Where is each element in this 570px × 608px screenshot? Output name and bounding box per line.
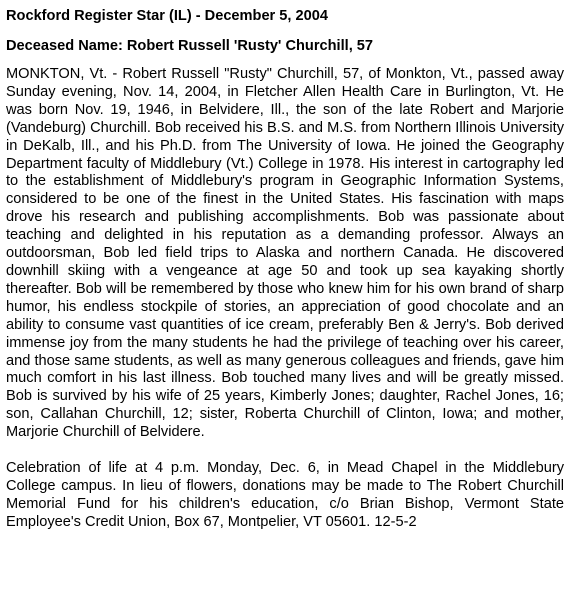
newspaper-source-heading: Rockford Register Star (IL) - December 5, 2004 [6, 8, 328, 24]
service-details-paragraph: Celebration of life at 4 p.m. Monday, Dec. 6, in Mead Chapel in the Middlebury College campus. In lieu of flowers, donations may be made to The Robert Churchill Memorial Fund for his children's education, c/o Brian Bishop, Vermont State Employee's Credit Union, Box 67, Montpelier, VT 05601. 12-5-2 [6, 460, 564, 530]
deceased-name-heading: Deceased Name: Robert Russell 'Rusty' Churchill, 57 [6, 38, 374, 54]
obituary-paragraph: MONKTON, Vt. - Robert Russell "Rusty" Churchill, 57, of Monkton, Vt., passed away Sunday evening, Nov. 14, 2004, in Fletcher Allen Health Care in Burlington, Vt. He was born Nov. 19, 1946, in Belvidere, Ill., the son of the late Robert and Marjorie (Vandeburg) Churchill. Bob received his B.S. and M.S. from Northern Illinois University in DeKalb, Ill., and his Ph.D. from The University of Iowa. He joined the Geography Department faculty of Middlebury (Vt.) College in 1978. His interest in cartography led to the establishment of Middlebury's program in Geographic Information Systems, considered to be one of the finest in the United States. His fascination with maps drove his research and publishing accomplishments. Bob was passionate about teaching and delighted in his reputation as a demanding professor. Always an outdoorsman, Bob led field trips to Alaska and northern Canada. He discovered downhill skiing with a vengeance at age 50 and took up sea kayaking shortly thereafter. Bob will be remembered by those who knew him for his own brand of sharp humor, his endless stockpile of stories, an appreciation of good chocolate and an ability to consume vast quantities of ice cream, preferably Ben & Jerry's. Bob derived immense joy from the many students he had the privilege of teaching over his career, and those same students, as well as many generous colleagues and friends, gave him much comfort in his last illness. Bob touched many lives and will be greatly missed. Bob is survived by his wife of 25 years, Kimberly Jones; daughter, Rachel Jones, 16; son, Callahan Churchill, 12; sister, Roberta Churchill of Clinton, Iowa; and mother, Marjorie Churchill of Belvidere. [6, 66, 564, 441]
